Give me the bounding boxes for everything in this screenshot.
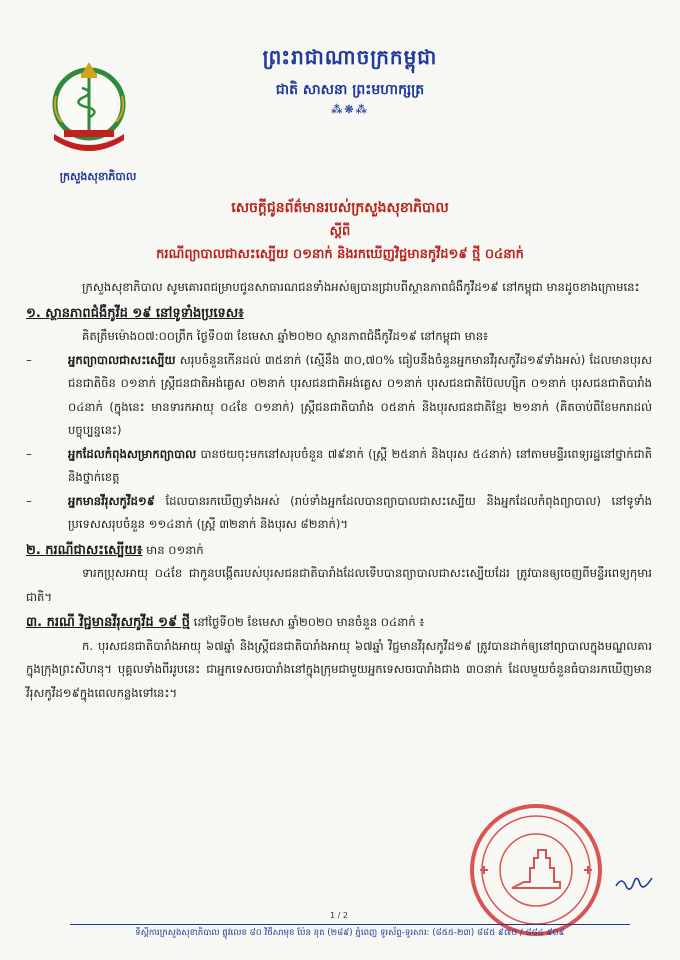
announcement-subject: ករណីព្យាបាលជាសះស្បើយ ០១នាក់ និងរកឃើញវិជ្ជមានកូវីដ១៩ ថ្មី ០៤នាក់ [156, 247, 524, 262]
document-body [26, 276, 652, 705]
signature-icon [614, 872, 654, 894]
bullet-text: បានថយចុះមកនៅសរុបចំនួន ៧៩នាក់ (ស្ត្រី ២៥នាក់ និងបុរស ៥៤នាក់) នៅតាមមន្ទីរពេទ្យរដ្ឋនៅថ្នាក់ជាតិ និងថ្នាក់ខេត្ត [68, 446, 652, 484]
footer-divider [70, 924, 630, 925]
bullet-text: សរុបចំនួនកើនដល់ ៣៥នាក់ (ស្មើនឹង ៣០,៧០% ធៀបនឹងចំនួនអ្នកមានវីរុសកូវីដ១៩ទាំងអស់) ដែលមានបុរសជនជាតិចិន ០១នាក់ ស្ត្រីជនជាតិអង់គ្លេស ០២នាក់ បុរសជនជាតិអង់គ្លេស ០១នាក់ បុរសជនជាតិប៊ែលហ្ស៊ិក ០១នាក់ បុរសជនជាតិបារាំង ០៤នាក់ (ក្នុងនេះ មានទារកអាយុ ០៤ខែ ០១នាក់) ស្ត្រីជនជាតិបារាំង ០៥នាក់ និងបុរសជនជាតិខ្មែរ ២១នាក់ (គិតចាប់ពីខែមករាដល់បច្ចុប្បន្ននេះ) [68, 352, 652, 437]
section1-bullet-total: – អ្នកមានវីរុសកូវីដ១៩ ដែលបានរកឃើញទាំងអស់ (រាប់ទាំងអ្នកដែលបានព្យាបាលជាសះស្បើយ និងអ្នកដែលកំពុងព្យាបាល) នៅទូទាំងប្រទេសសរុបចំនួន ១១៤នាក់ (ស្ត្រី ៣២នាក់ និងបុរស ៨២នាក់)។ [26, 493, 652, 531]
section2-paragraph: ទារកប្រុសអាយុ ០៤ខែ ជាកូនបង្កើតរបស់បុរសជនជាតិបារាំងដែលទើបបានព្យាបាលជាសះស្បើយដែរ ត្រូវបានឲ្យចេញពីមន្ទីរពេទ្យកុមារជាតិ។ [26, 566, 652, 604]
announcement-title: សេចក្តីជូនព័ត៌មានរបស់ក្រសួងសុខាភិបាល [231, 200, 449, 216]
section2-heading-tail: មាន ០១នាក់ [142, 542, 204, 557]
section1-heading-text: ១. ស្ថានភាពជំងឺកូវីដ ១៩ នៅទូទាំងប្រទេស៖ [26, 305, 244, 321]
ornament-divider: ⁂❊⁂ [331, 103, 369, 116]
official-stamp-icon [466, 800, 606, 940]
kingdom-title: ព្រះរាជាណាចក្រកម្ពុជា [262, 45, 438, 69]
section3-heading-text: ៣. ករណី វិជ្ជមានវីរុសកូវីដ ១៩ ថ្មី [26, 615, 190, 630]
section2-heading-text: ២. ករណីជាសះស្បើយ៖ [26, 542, 143, 558]
section3-heading [26, 611, 652, 635]
section1-bullet-recovered: – អ្នកព្យាបាលជាសះស្បើយ សរុបចំនួនកើនដល់ ៣៥នាក់ (ស្មើនឹង ៣០,៧០% ធៀបនឹងចំនួនអ្នកមានវីរុសកូវីដ១៩ទាំងអស់) ដែលមានបុរសជនជាតិចិន ០១នាក់ ស្ត្រីជនជាតិអង់គ្លេស ០២នាក់ បុរសជនជាតិអង់គ្លេស ០១នាក់ បុរសជនជាតិប៊ែលហ្ស៊ិក ០១នាក់ បុរសជនជាតិបារាំង ០៤នាក់ (ក្នុងនេះ មានទារកអាយុ ០៤ខែ ០១នាក់) ស្ត្រីជនជាតិបារាំង ០៥នាក់ និងបុរសជនជាតិខ្មែរ ២១នាក់ (គិតចាប់ពីខែមករាដល់បច្ចុប្បន្ននេះ) [26, 352, 652, 437]
ministry-logo-icon [42, 52, 136, 164]
section1-bullet-treatment: – អ្នកដែលកំពុងសម្រាកព្យាបាល បានថយចុះមកនៅសរុបចំនួន ៧៩នាក់ (ស្ត្រី ២៥នាក់ និងបុរស ៥៤នាក់) នៅតាមមន្ទីរពេទ្យរដ្ឋនៅថ្នាក់ជាតិ និងថ្នាក់ខេត្ត [26, 446, 652, 484]
section1-lead: គិតត្រឹមម៉ោង០៧:០០ព្រឹក ថ្ងៃទី០៣ ខែមេសា ឆ្នាំ២០២០ ស្ថានភាពជំងឺកូវីដ១៩ នៅកម្ពុជា មាន៖ [82, 329, 489, 343]
bullet-label: អ្នកមានវីរុសកូវីដ១៩ [68, 493, 155, 508]
ministry-name: ក្រសួងសុខាភិបាល [59, 170, 137, 183]
section3-paragraph: ក. បុរសជនជាតិបារាំងអាយុ ៦៧ឆ្នាំ និងស្ត្រីជនជាតិបារាំងអាយុ ៦៧ឆ្នាំ វិជ្ជមានវីរុសកូវីដ១៩ ត្រូវបានដាក់ឲ្យនៅព្យាបាលក្នុងមណ្ឌលគារក្នុងក្រុងព្រះសីហនុ។ បុគ្គលទាំងពីររូបនេះ ជាអ្នកទេសចរបារាំងនៅក្នុងក្រុមជាមួយអ្នកទេសចរបារាំងជាង ៣០នាក់ ដែលមួយចំនួនធំបានរកឃើញមានវីរុសកូវីដ១៩ក្នុងពេលកន្លងទៅនេះ។ [26, 638, 652, 700]
bullet-label: អ្នកព្យាបាលជាសះស្បើយ [68, 352, 176, 367]
intro-paragraph: ក្រសួងសុខាភិបាល សូមគោរពជម្រាបជូនសាធារណជនទាំងអស់ឲ្យបានជ្រាបពីស្ថានភាពជំងឺកូវីដ១៩ នៅកម្ពុជា មានដូចខាងក្រោមនេះ [82, 280, 640, 294]
footer-address: ទីស្តីការក្រសួងសុខាភិបាល ផ្លូវលេខ ៨០ វិថីសាមុខ ប៉ែន នុត (២៨៩) ភ្នំពេញ ទូរស័ព្ទ-ទូរសារ: (៨៥៥-២៣) ៨៨៥ ៩៧០ / ៨៨៤ ៩០៩ [135, 928, 565, 938]
section3-heading-tail: នៅថ្ងៃទី០២ ខែមេសា ឆ្នាំ២០២០ មានចំនួន ០៤នាក់ ៖ [189, 615, 425, 629]
announcement-title-block [40, 198, 640, 265]
bullet-text: ដែលបានរកឃើញទាំងអស់ (រាប់ទាំងអ្នកដែលបានព្យាបាលជាសះស្បើយ និងអ្នកដែលកំពុងព្យាបាល) នៅទូទាំងប្រទេសសរុបចំនួន ១១៤នាក់ (ស្ត្រី ៣២នាក់ និងបុរស ៨២នាក់)។ [68, 493, 652, 531]
announcement-subject-label: ស្តីពី [329, 224, 351, 239]
section1-heading [26, 302, 652, 326]
kingdom-motto: ជាតិ សាសនា ព្រះមហាក្សត្រ [275, 82, 425, 98]
kingdom-header [200, 44, 500, 116]
section2-heading [26, 539, 652, 563]
bullet-label: អ្នកដែលកំពុងសម្រាកព្យាបាល [68, 446, 197, 461]
page-number: 1 / 2 [330, 911, 348, 920]
